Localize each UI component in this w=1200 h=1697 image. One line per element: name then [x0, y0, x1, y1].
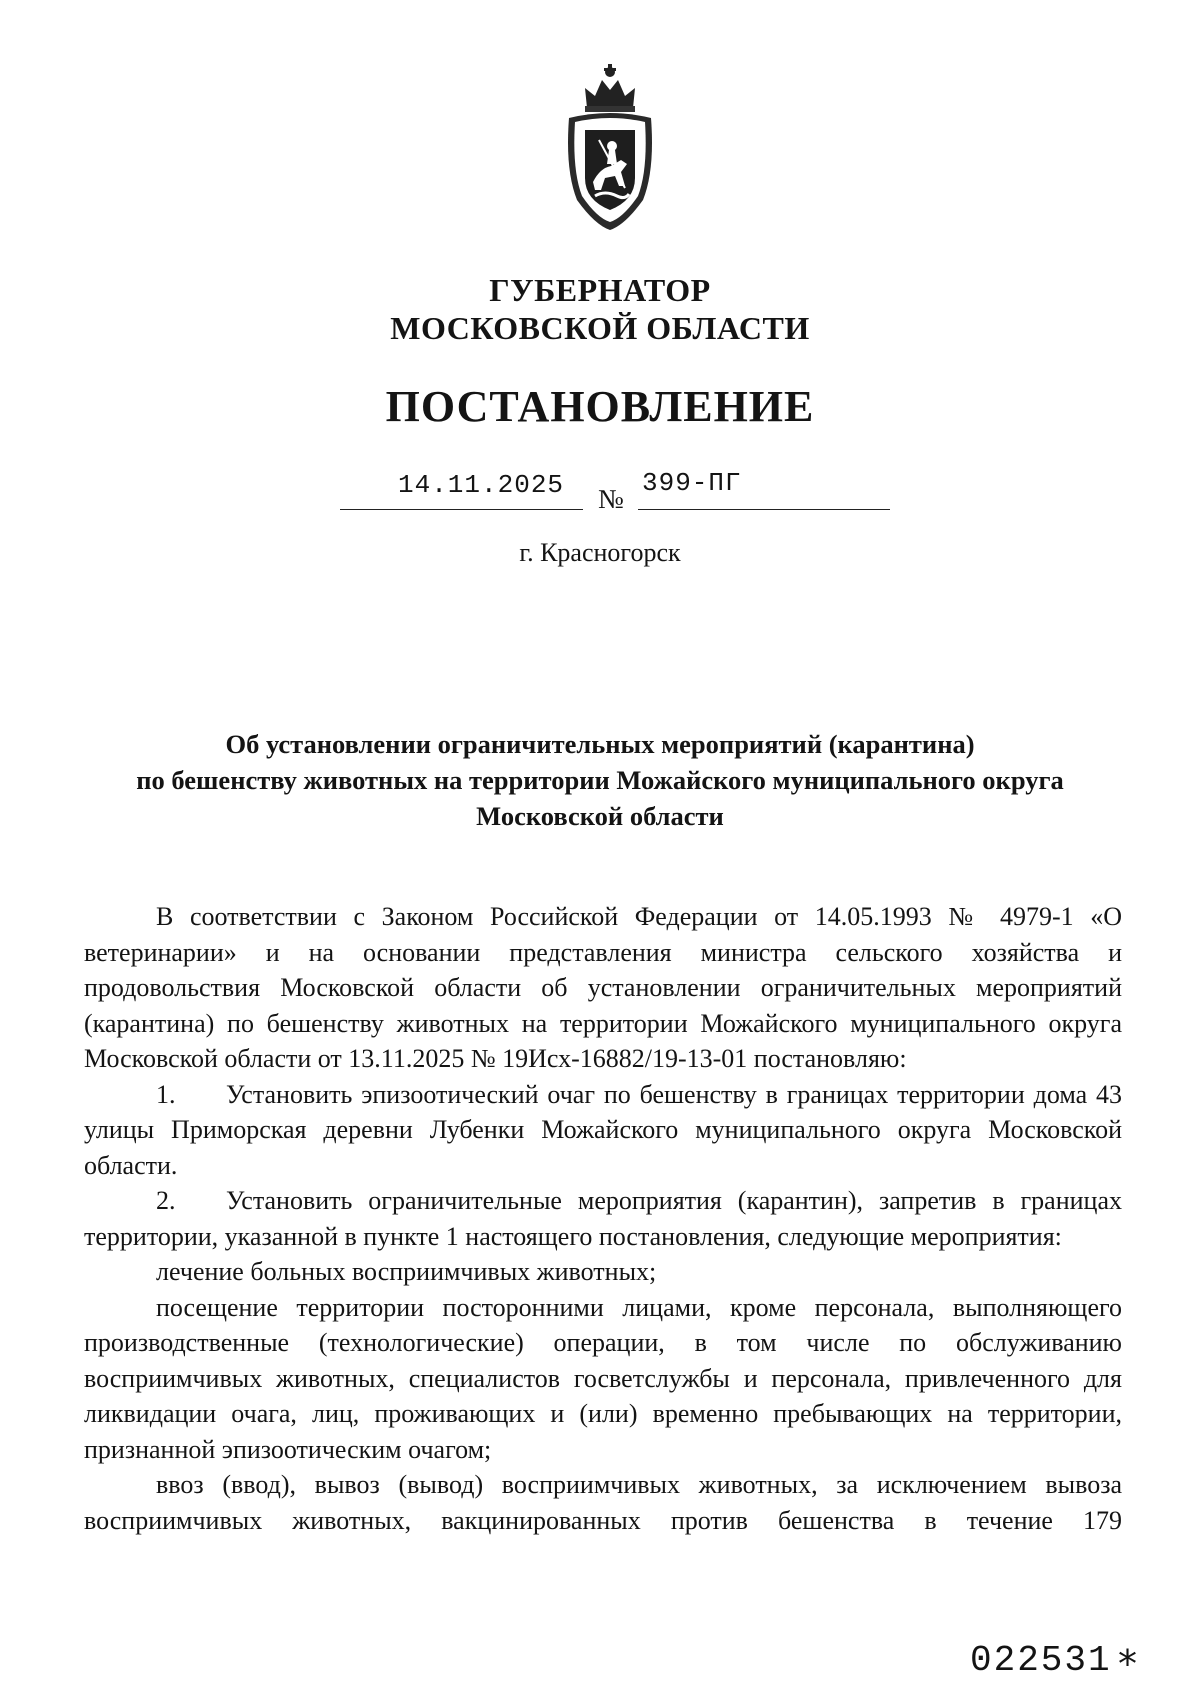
preamble-paragraph: В соответствии с Законом Российской Федерации от 14.05.1993 № 4979-1 «О ветеринарии» и на основании представления министра сельского хозяйства и продовольствия Московской области об установлении ограничительных мероприятий (карантина) по бешенству животных на территории Можайского муниципального округа Московской области от 13.11.2025 № 19Исх-16882/19-13-01 постановляю: [84, 902, 1122, 1073]
sub-item-2: посещение территории посторонними лицами, кроме персонала, выполняющего производственные (технологические) операции, в том числе по обслуживанию восприимчивых животных, специалистов госветслужбы и персонала, привлеченного для ликвидации очага, лиц, проживающих и (или) временно пребывающих на территории, признанной эпизоотическим очагом; [84, 1292, 1122, 1464]
title-line-1: Об установлении ограничительных мероприятий (карантина) [225, 729, 975, 759]
document-title [100, 726, 1100, 834]
document-number: 399-ПГ [642, 468, 742, 498]
serial-mark: * [1118, 1642, 1137, 1686]
item-2-text: Установить ограничительные мероприятия (карантин), запретив в границах территории, указанной в пункте 1 настоящего постановления, следующие мероприятия: [84, 1186, 1122, 1251]
serial-number: 022531 [970, 1640, 1112, 1681]
item-1-number: 1. [156, 1079, 176, 1109]
document-date: 14.11.2025 [398, 470, 565, 500]
number-underline [638, 509, 890, 510]
title-line-3: Московской области [476, 801, 724, 831]
item-2-paragraph [84, 1183, 1122, 1254]
item-2-number: 2. [156, 1186, 176, 1215]
document-type: ПОСТАНОВЛЕНИЕ [385, 382, 815, 431]
number-sign: № [598, 484, 624, 514]
date-underline [340, 509, 583, 510]
authority-line-1: ГУБЕРНАТОР [489, 272, 711, 308]
sub-item-1: лечение больных восприимчивых животных; [156, 1257, 657, 1286]
item-1-text: Установить эпизоотический очаг по бешенству в границах территории дома 43 улицы Приморская деревни Лубенки Можайского муниципального округа Московской области. [84, 1079, 1122, 1180]
city: г. Красногорск [519, 538, 681, 567]
document-body [84, 899, 1122, 1538]
coat-of-arms-icon [555, 60, 665, 235]
sub-item-3: ввоз (ввод), вывоз (вывод) восприимчивых животных, за исключением вывоза восприимчивых животных, вакцинированных против бешенства в течение 179 [84, 1470, 1122, 1535]
authority-line-2: МОСКОВСКОЙ ОБЛАСТИ [390, 310, 810, 346]
title-line-2: по бешенству животных на территории Можайского муниципального округа [136, 765, 1064, 795]
item-1-paragraph [84, 1077, 1122, 1184]
